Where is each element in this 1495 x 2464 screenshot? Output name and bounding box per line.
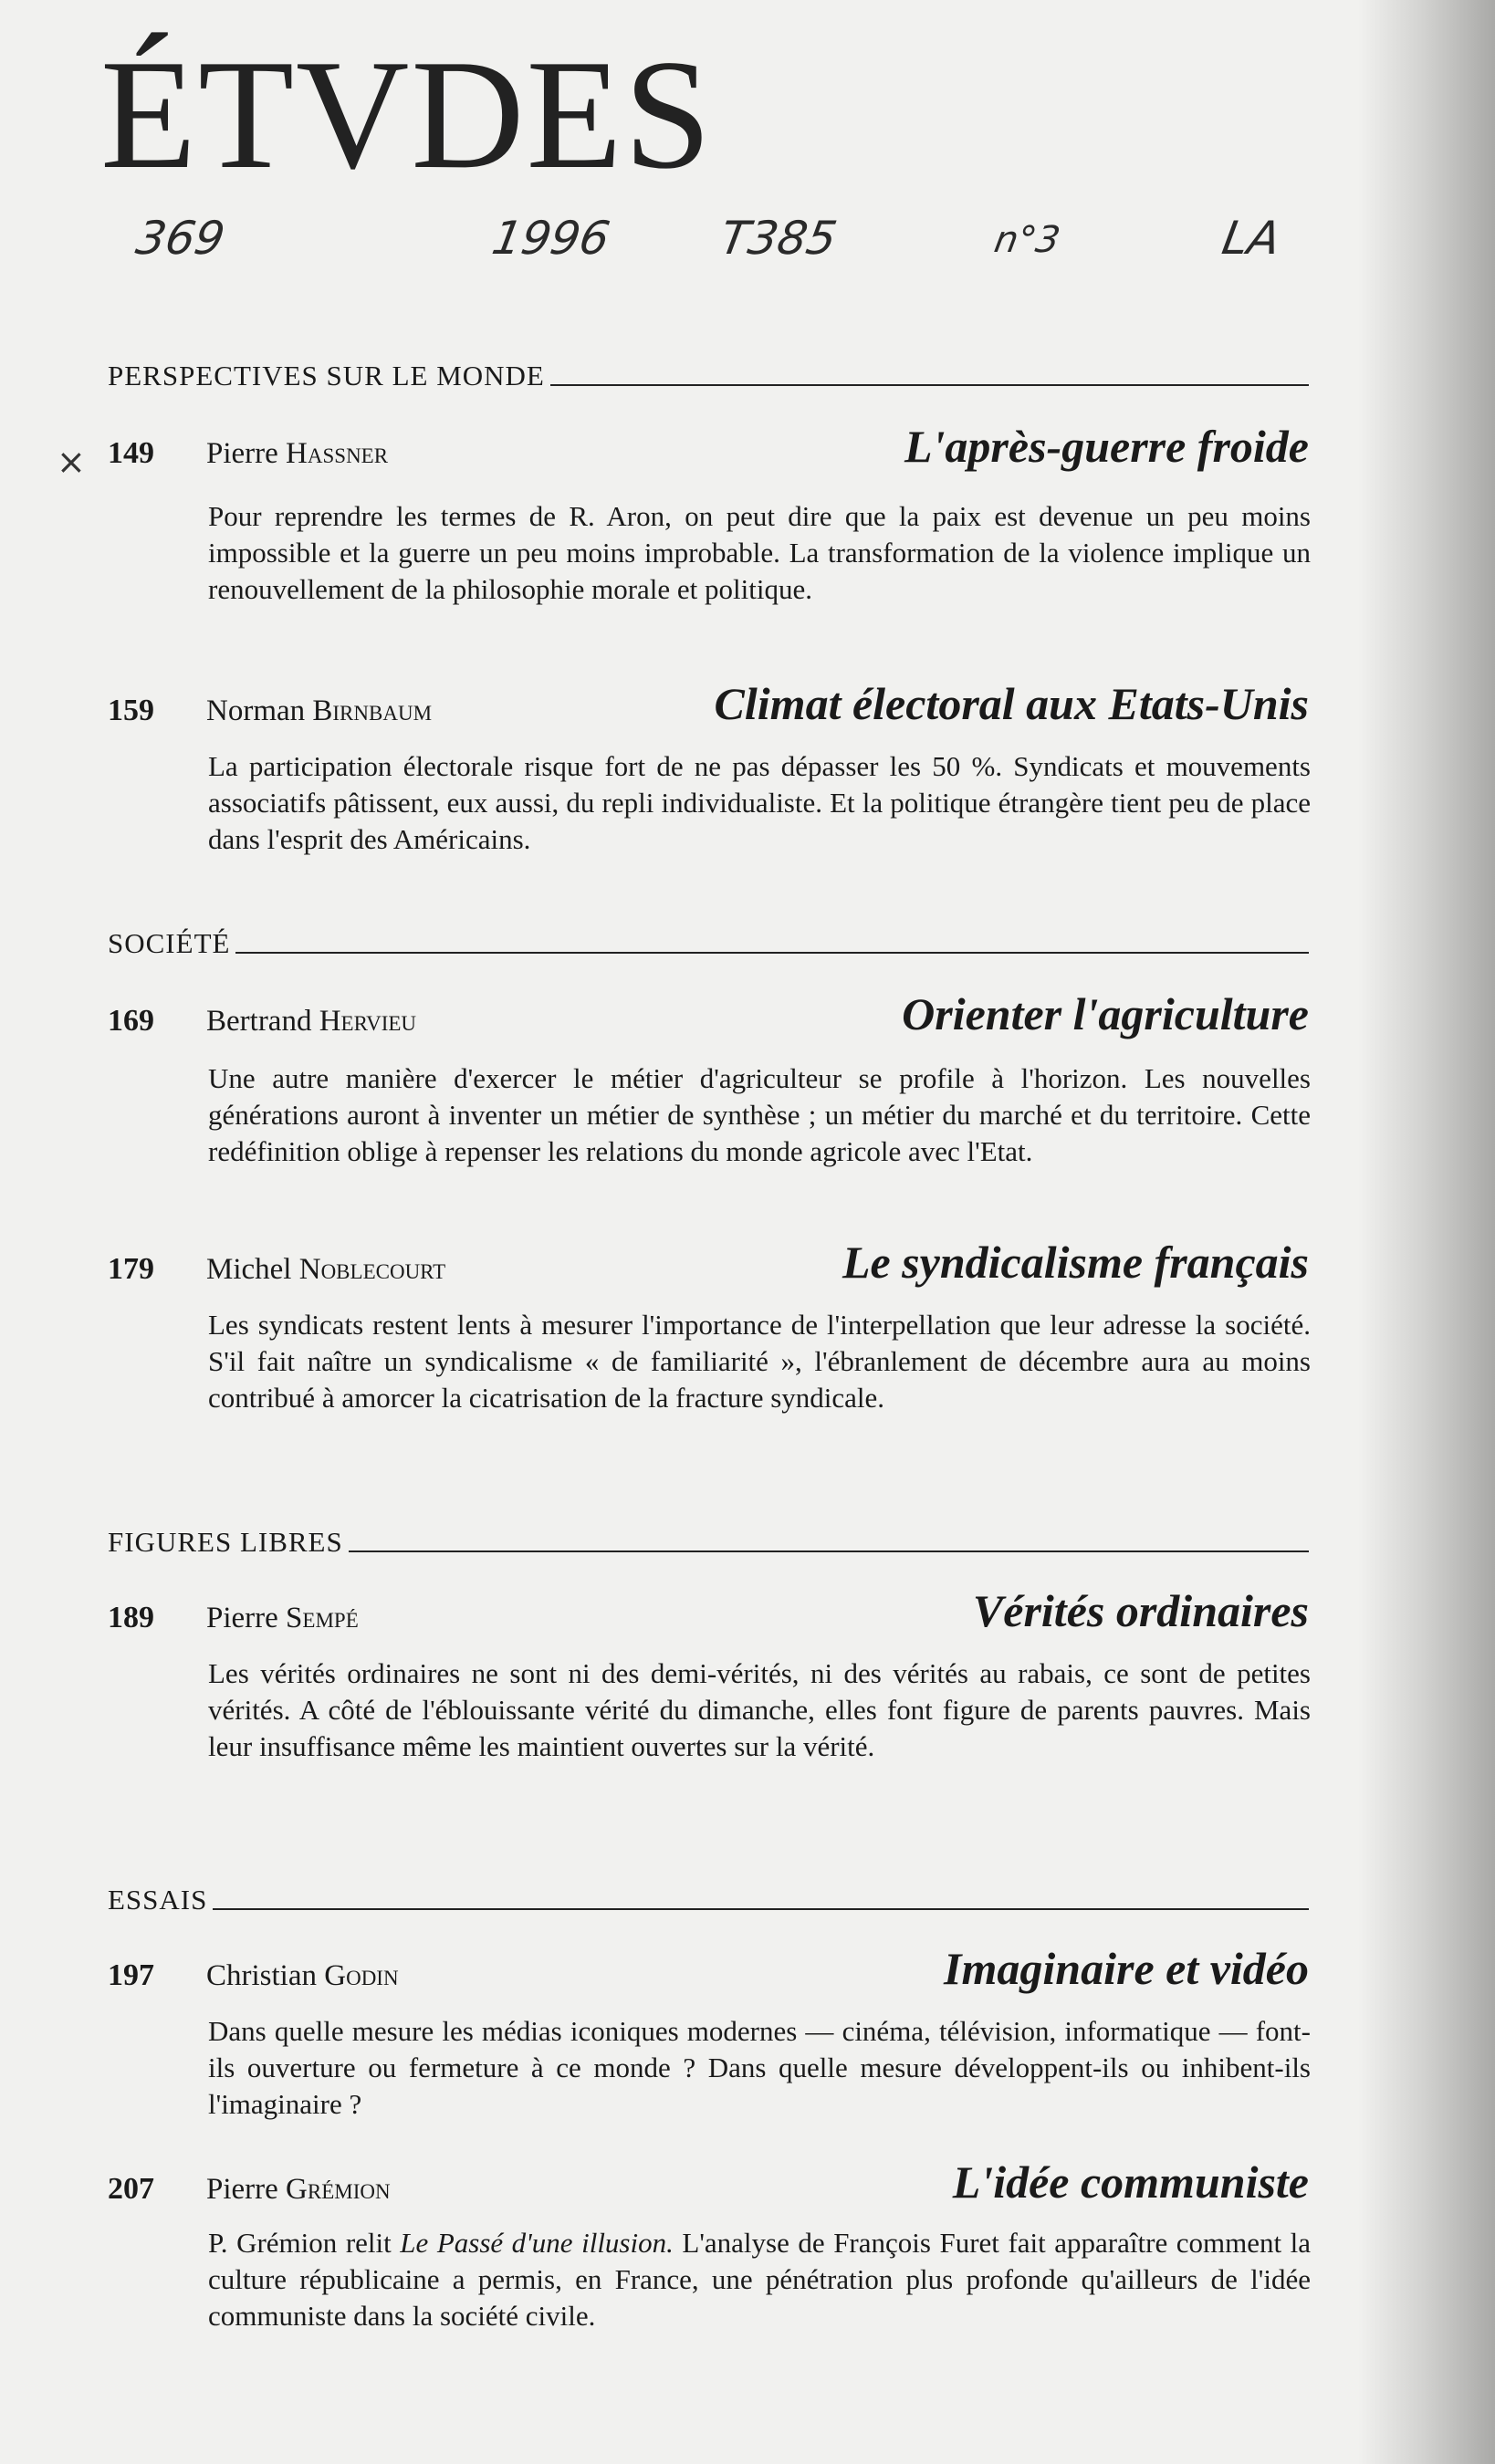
entry-heading <box>108 1944 1309 1999</box>
section-header-essais <box>108 1880 1309 1916</box>
article-summary: Une autre manière d'exercer le métier d'agriculteur se profile à l'horizon. Les nouvelles générations auront à inventer un métier de synthèse ; un métier du marché et du territoire. Cette redéfinition oblige à repenser les relations du monde agricole avec l'Etat. <box>208 1062 1311 1167</box>
page-number: 207 <box>108 2172 154 2206</box>
section-label: SOCIÉTÉ <box>108 927 231 959</box>
masthead: ÉTVDES <box>100 28 714 202</box>
entry-heading <box>108 989 1309 1044</box>
section-header-figures-libres <box>108 1522 1309 1559</box>
article-title: L'après-guerre froide <box>904 421 1309 472</box>
article-title: Le syndicalisme français <box>842 1237 1309 1288</box>
page-number: 189 <box>108 1601 154 1634</box>
entry-heading <box>108 1586 1309 1641</box>
section-rule <box>349 1550 1309 1552</box>
section-rule <box>550 384 1309 386</box>
book-title: Le Passé d'une illusion. <box>400 2227 674 2259</box>
article-summary: P. Grémion relit Le Passé d'une illusion. L'analyse de François Furet fait apparaître comment la culture républicaine a permis, en France, une pénétration plus profonde qu'ailleurs de l'idée communiste dans la société civile. <box>208 2227 1311 2332</box>
page-number: 169 <box>108 1004 154 1038</box>
article-summary: La participation électorale risque fort de ne pas dépasser les 50 %. Syndicats et mouvements associatifs pâtissent, eux aussi, du repli individualiste. Et la politique étrangère tient peu de place dans l'esprit des Américains. <box>208 750 1311 855</box>
article-summary: Les syndicats restent lents à mesurer l'importance de l'interpellation que leur adresse la société. S'il fait naître un syndicalisme « de familiarité », l'ébranlement de décembre aura au moins contribué à amorcer la cicatrisation de la fracture syndicale. <box>208 1309 1311 1414</box>
article-title: Climat électoral aux Etats-Unis <box>714 678 1309 729</box>
author-name: Bertrand Hervieu <box>206 1005 417 1038</box>
article-summary: Pour reprendre les termes de R. Aron, on peut dire que la paix est devenue un peu moins impossible et la guerre un peu moins improbable. La transformation de la violence implique un renouvellement de la philosophie morale et politique. <box>208 500 1311 605</box>
handwritten-note-5: LA <box>1218 212 1285 265</box>
author-name: Norman Birnbaum <box>206 694 433 727</box>
article-summary: Dans quelle mesure les médias iconiques modernes — cinéma, télévision, informatique — font-ils ouverture ou fermeture à ce monde ? Dans quelle mesure développent-ils ou inhibent-ils l'imaginaire ? <box>208 2015 1311 2120</box>
handwritten-note-2: 1996 <box>487 212 614 265</box>
page-number: 159 <box>108 694 154 727</box>
author-name: Pierre Hassner <box>206 437 389 470</box>
entry-heading <box>108 2157 1309 2212</box>
entry-heading <box>108 679 1309 734</box>
section-header-perspectives <box>108 356 1309 392</box>
article-title: Vérités ordinaires <box>972 1585 1309 1636</box>
entry-heading <box>108 422 1309 476</box>
section-rule <box>213 1908 1309 1910</box>
author-name: Pierre Grémion <box>206 2173 391 2206</box>
handwritten-note-4: n°3 <box>990 219 1063 261</box>
author-name: Christian Godin <box>206 1959 399 1992</box>
author-name: Michel Noblecourt <box>206 1253 446 1286</box>
article-title: Imaginaire et vidéo <box>944 1943 1309 1994</box>
page-number: 179 <box>108 1252 154 1286</box>
page-number: 149 <box>108 436 154 470</box>
entry-heading <box>108 1237 1309 1292</box>
page-binding-shadow <box>1358 0 1495 2464</box>
page-number: 197 <box>108 1958 154 1992</box>
handwritten-note-3: T385 <box>716 212 842 265</box>
article-title: L'idée communiste <box>952 2156 1309 2208</box>
handwritten-note-1: 369 <box>131 212 229 265</box>
section-label: ESSAIS <box>108 1884 208 1916</box>
article-summary: Les vérités ordinaires ne sont ni des demi-vérités, ni des vérités au rabais, ce sont de petites vérités. A côté de l'éblouissante vérité du dimanche, elles font figure de parents pauvres. Mais leur insuffisance même les maintient ouvertes sur la vérité. <box>208 1657 1311 1762</box>
margin-cross-mark: × <box>57 442 86 482</box>
section-label: PERSPECTIVES SUR LE MONDE <box>108 360 545 392</box>
author-name: Pierre Sempé <box>206 1602 359 1634</box>
section-header-societe <box>108 924 1309 960</box>
section-rule <box>235 952 1309 954</box>
article-title: Orienter l'agriculture <box>902 988 1309 1039</box>
section-label: FIGURES LIBRES <box>108 1526 343 1558</box>
